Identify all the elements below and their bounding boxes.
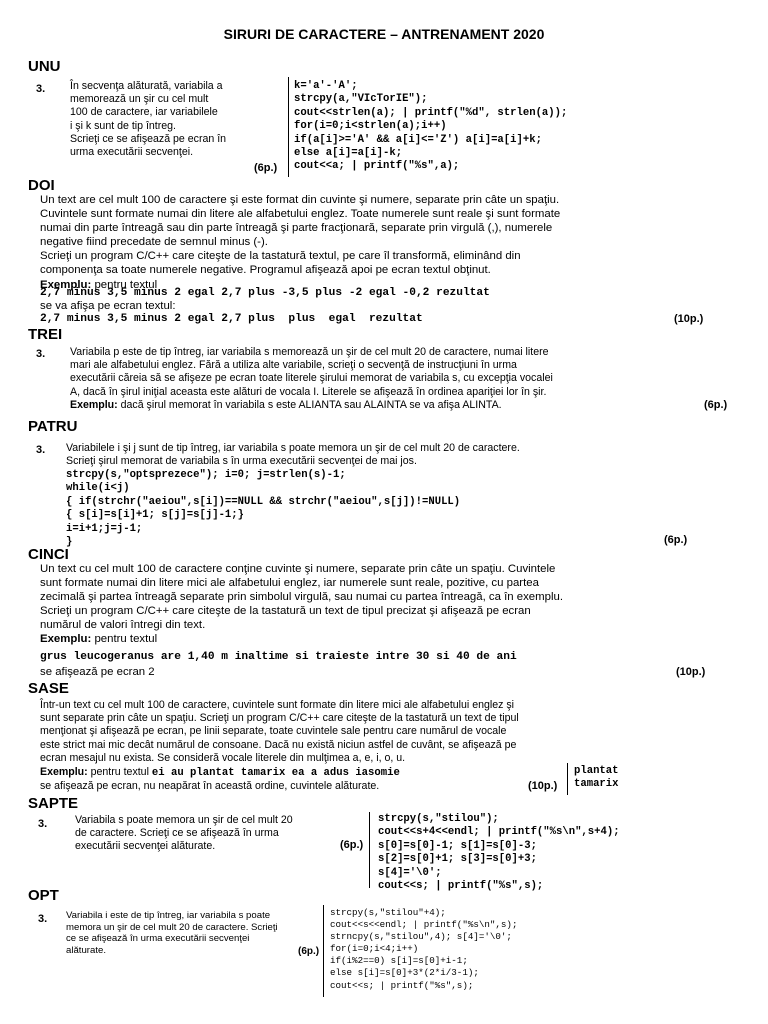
example-label: Exemplu:	[70, 398, 118, 411]
code-line: strncpy(s,"stilou",4); s[4]='\0';	[330, 931, 512, 943]
code-line: }	[66, 536, 73, 549]
sase-statement	[40, 699, 740, 765]
points-label: (6p.)	[340, 839, 364, 851]
text-line: urma executării secvenţei.	[70, 146, 194, 159]
patru-statement	[66, 442, 746, 468]
result-block	[574, 765, 619, 792]
code-line: cout<<s; | printf("%s",s);	[330, 979, 474, 991]
code-line: while(i<j)	[66, 482, 130, 495]
text-line: 100 de caractere, iar variabilele	[70, 106, 218, 119]
points-label: (6p.)	[704, 399, 728, 411]
code-line: if(i%2==0) s[i]=s[0]+i-1;	[330, 955, 468, 967]
text-line: executării secvenţei alăturate.	[75, 840, 216, 853]
code-line: cout<<s+4<<endl; | printf("%s\n",s+4);	[378, 826, 620, 839]
section-heading-patru: PATRU	[28, 418, 78, 435]
text-line: memora un şir de cel mult 20 de caractere. Scrieţi	[66, 921, 278, 933]
text-line: menţionat şi afişează pe ecran, pe linii separate, toate cuvintele sale pentru care numărul de vocale	[40, 725, 507, 738]
text-line: Cuvintele sunt formate numai din litere ale alfabetului englez. Toate numerele sunt reale şi sunt formate	[40, 208, 561, 221]
text-line: Scrieţi un program C/C++ care citeşte de la tastatură textul, pe care îl transformă, eliminând din	[40, 250, 521, 263]
code-line: strcpy(s,"stilou");	[378, 813, 499, 825]
code-line: strcpy(a,"VIcTorIE");	[294, 93, 428, 106]
code-line: cout<<s; | printf("%s",s);	[378, 880, 544, 893]
section-heading-opt: OPT	[28, 887, 59, 904]
code-line: cout<<strlen(a); | printf("%d", strlen(a));	[294, 106, 568, 119]
example-line	[40, 766, 400, 780]
code-line: s[2]=s[0]+1; s[3]=s[0]+3;	[378, 853, 537, 866]
text-line: Un text cu cel mult 100 de caractere conţine cuvinte şi numere, separate prin câte un spaţiu. Cuvintele	[40, 563, 556, 575]
code-line: strcpy(s,"stilou"+4);	[330, 907, 446, 918]
code-line: cout<<s<<endl; | printf("%s\n",s);	[330, 919, 518, 931]
output-text: se afişează pe ecran 2	[40, 666, 155, 678]
text-line: Scrieţi ce se afişează pe ecran în	[70, 132, 227, 145]
example-label: Exemplu:	[40, 278, 92, 291]
code-line: i=i+1;j=j-1;	[66, 522, 143, 535]
section-heading-sase: SASE	[28, 680, 69, 697]
text-line: Variabilele i şi j sunt de tip întreg, iar variabila s poate memora un şir de cel mult 20 de caractere.	[66, 442, 520, 454]
points-label: (10p.)	[528, 780, 558, 792]
divider	[567, 763, 568, 795]
sapte-statement	[75, 814, 365, 854]
text-line: În secvenţa alăturată, variabila a	[70, 80, 223, 92]
code-line: else a[i]=a[i]-k;	[294, 147, 403, 160]
text-line: este strict mai mic decât numărul de consoane. Dacă nu există niciun astfel de cuvânt, se afişează pe	[40, 738, 517, 751]
example-text: dacă şirul memorat în variabila s este ALIANTA sau ALAINTA se va afişa ALINTA.	[117, 398, 502, 411]
example-intro: pentru textul	[91, 633, 158, 646]
item-number: 3.	[36, 83, 46, 95]
text-line: alăturate.	[66, 944, 107, 956]
text-line: memorează un şir cu cel mult	[70, 93, 209, 106]
code-block-unu	[294, 80, 567, 174]
item-number: 3.	[38, 913, 48, 925]
points-label: (6p.)	[664, 534, 688, 546]
item-number: 3.	[38, 818, 48, 830]
code-line: cout<<a; | printf("%s",a);	[294, 160, 460, 173]
text-line: Variabila p este de tip întreg, iar variabila s memorează un şir de cel mult 20 de caractere, numai litere	[70, 346, 549, 358]
page-title: SIRURI DE CARACTERE – ANTRENAMENT 2020	[223, 26, 545, 42]
example-intro: pentru textul	[91, 278, 158, 291]
example-label: Exemplu:	[40, 633, 92, 646]
text-line: mari ale alfabetului englez. Fără a utiliza alte variabile, scrieţi o secvenţă de instrucţiuni în urma	[70, 359, 517, 372]
text-line: numai din parte întreagă sau din parte întreagă şi parte fracţionară, separate prin virgulă (,), numerele	[40, 222, 553, 235]
code-line: for(i=0;i<strlen(a);i++)	[294, 120, 447, 133]
example-line	[70, 399, 740, 412]
text-line: zecimală şi partea întreagă separate prin simbolul virgulă, sau numai cu partea întreagă, ca în exemplu.	[40, 591, 563, 604]
points-label: (6p.)	[298, 946, 320, 957]
text-line: negative fiind precedate de semnul minus (-).	[40, 236, 268, 249]
text-line: Scrieţi şirul memorat de variabila s în urma executării secvenţei de mai jos.	[66, 455, 417, 468]
result-line: tamarix	[574, 778, 619, 791]
text-line: ce se afişează în urma executării secvenţei	[66, 933, 250, 945]
item-number: 3.	[36, 348, 46, 360]
divider	[369, 812, 370, 888]
output-intro: se va afişa pe ecran textul:	[40, 300, 176, 312]
item-number: 3.	[36, 444, 46, 456]
example-line	[40, 632, 740, 646]
section-heading-sapte: SAPTE	[28, 795, 79, 812]
divider	[323, 905, 324, 997]
trei-statement	[70, 346, 740, 412]
doi-statement	[40, 193, 730, 292]
points-label: (10p.)	[676, 666, 706, 678]
code-line: strcpy(s,"optsprezece"); i=0; j=strlen(s)-1;	[66, 469, 346, 481]
example-input: ei au plantat tamarix ea a adus iasomie	[151, 767, 400, 779]
text-line: sunt formate numai din litere mici ale alfabetului englez, iar numerele sunt reale, pozitive, cu partea	[40, 577, 539, 590]
example-output: 2,7 minus 3,5 minus 2 egal 2,7 plus plus egal rezultat	[40, 313, 423, 325]
text-line: numărul de valori întregi din text.	[40, 619, 206, 632]
section-heading-unu: UNU	[28, 58, 61, 75]
code-block-sapte	[378, 813, 620, 893]
text-line: i şi k sunt de tip întreg.	[70, 119, 176, 132]
text-line: Într-un text cu cel mult 100 de caractere, cuvintele sunt formate din litere mici ale alfabetului englez şi	[40, 699, 515, 711]
text-line: de caractere. Scrieţi ce se afişează în urma	[75, 827, 279, 840]
code-line: s[4]='\0';	[378, 866, 442, 879]
code-line: if(a[i]>='A' && a[i]<='Z') a[i]=a[i]+k;	[294, 133, 542, 146]
divider	[288, 77, 289, 177]
section-heading-trei: TREI	[28, 326, 63, 343]
example-input: 2,7 minus 3,5 minus 2 egal 2,7 plus -3,5 plus -2 egal -0,2 rezultat	[40, 287, 490, 299]
text-line: Variabila s poate memora un şir de cel mult 20	[75, 814, 293, 826]
code-line: k='a'-'A';	[294, 80, 358, 92]
text-line: componenţa sa toate numerele negative. Programul afişează apoi pe ecran textul obţinut.	[40, 264, 491, 277]
code-line: { s[i]=s[i]+1; s[j]=s[j]-1;}	[66, 509, 245, 522]
cinci-statement	[40, 562, 740, 647]
text-line: Scrieţi un program C/C++ care citeşte de la tastatură un text de tipul precizat şi afişează pe ecran	[40, 605, 531, 618]
code-line: s[0]=s[0]-1; s[1]=s[0]-3;	[378, 839, 537, 852]
section-heading-cinci: CINCI	[28, 546, 69, 563]
example-input: grus leucogeranus are 1,40 m inaltime si traieste intre 30 si 40 de ani	[40, 651, 517, 663]
text-line: Variabila i este de tip întreg, iar variabila s poate	[66, 910, 271, 921]
code-block-opt	[330, 907, 517, 992]
code-line: for(i=0;i<4;i++)	[330, 943, 419, 955]
text-line: sunt separate prin câte un spaţiu. Scrieţi un program C/C++ care citeşte de la tastatură un text de tipul	[40, 712, 519, 725]
text-line: A, dacă în şirul iniţial aceasta este alături de vocala I. Literele se afişează în ordinea apariţiei lor în şir.	[70, 385, 547, 398]
text-line: Un text are cel mult 100 de caractere şi este format din cuvinte şi numere, separate prin câte un spaţiu.	[40, 194, 560, 206]
code-line: { if(strchr("aeiou",s[i])==NULL && strchr("aeiou",s[j])!=NULL)	[66, 495, 461, 508]
output-text: se afişează pe ecran, nu neapărat în această ordine, cuvintele alăturate.	[40, 780, 380, 792]
opt-statement	[66, 910, 324, 956]
code-line: else s[i]=s[0]+3*(2*i/3-1);	[330, 967, 479, 979]
example-intro: pentru textul	[87, 766, 152, 778]
unu-statement	[70, 80, 288, 159]
points-label: (10p.)	[674, 313, 704, 325]
points-label: (6p.)	[254, 162, 278, 174]
result-line: plantat	[574, 765, 619, 777]
text-line: ecran mesajul nu exista. Se consideră vocale literele din mulţimea a, e, i, o, u.	[40, 751, 406, 764]
example-label: Exemplu:	[40, 766, 88, 778]
code-block-patru	[66, 469, 460, 549]
section-heading-doi: DOI	[28, 177, 55, 194]
text-line: executării căreia să se afişeze pe ecran toate literele şirului memorat de variabila s, cu excepţia vocalei	[70, 372, 553, 385]
